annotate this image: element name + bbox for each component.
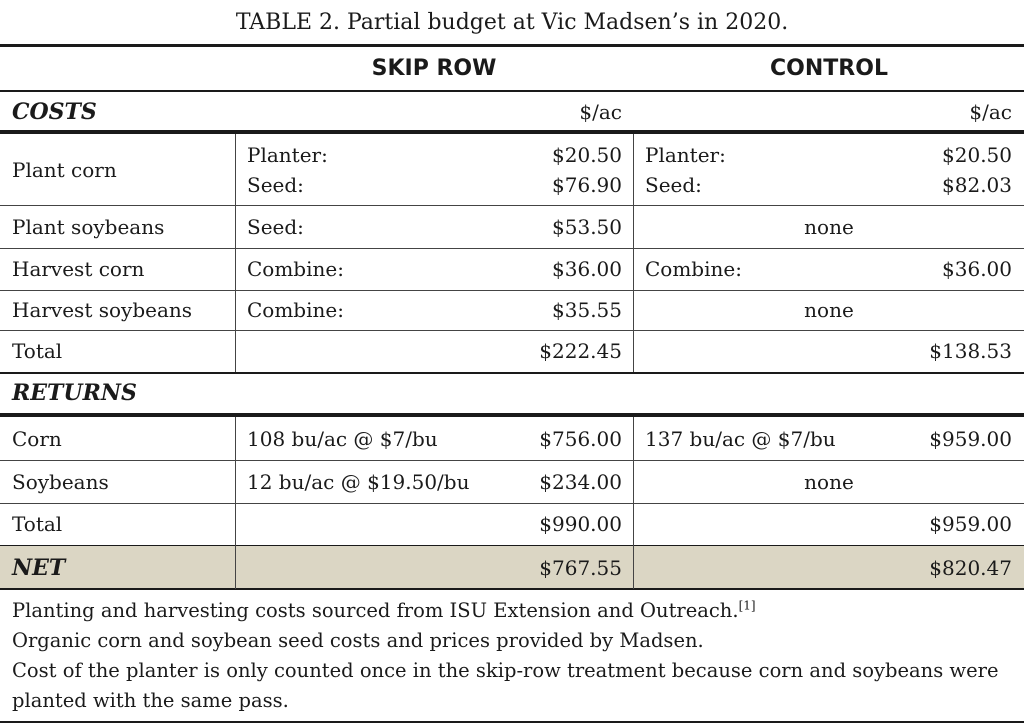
net-control-value: $820.47 (929, 556, 1012, 580)
costs-total-label: Total (12, 339, 63, 363)
skip-soy-seed-label: Seed: (247, 215, 304, 239)
title-rule (0, 44, 1024, 47)
costs-section-label: COSTS (12, 99, 97, 125)
note-ref: [1] (738, 598, 756, 613)
row-label-soybeans: Soybeans (12, 470, 109, 494)
col-divider (235, 134, 236, 372)
skip-harvest-corn-value: $36.00 (552, 257, 622, 281)
note-seed-costs: Organic corn and soybean seed costs and prices provided by Madsen. (12, 629, 704, 652)
skip-harvest-soy-label: Combine: (247, 298, 344, 322)
skip-row-header: SKIP ROW (371, 56, 497, 81)
costs-total-skip: $222.45 (539, 339, 622, 363)
returns-total-control: $959.00 (929, 512, 1012, 536)
control-header: CONTROL (770, 56, 888, 81)
skip-soy-desc: 12 bu/ac @ $19.50/bu (247, 470, 470, 494)
table-title: TABLE 2. Partial budget at Vic Madsen’s in 2020. (235, 10, 789, 35)
skip-seed-label: Seed: (247, 173, 304, 197)
col-divider (633, 134, 634, 372)
control-soy-none: none (804, 470, 854, 494)
costs-unit-skip: $/ac (579, 100, 622, 124)
returns-section-label: RETURNS (12, 380, 137, 406)
row-label-harvest-soybeans: Harvest soybeans (12, 298, 193, 322)
table-notes (12, 596, 1012, 716)
row-label-harvest-corn: Harvest corn (12, 257, 145, 281)
note-planter: Cost of the planter is only counted once in the skip-row treatment because corn and soybeans were planted with the same pass. (12, 659, 999, 712)
skip-harvest-corn-label: Combine: (247, 257, 344, 281)
control-seed-label: Seed: (645, 173, 702, 197)
skip-harvest-soy-value: $35.55 (552, 298, 622, 322)
costs-total-rule (0, 372, 1024, 374)
control-seed-value: $82.03 (942, 173, 1012, 197)
returns-rule (0, 413, 1024, 417)
returns-total-label: Total (12, 512, 63, 536)
col-divider (633, 417, 634, 589)
skip-planter-value: $20.50 (552, 143, 622, 167)
control-planter-label: Planter: (645, 143, 726, 167)
skip-soy-value: $234.00 (539, 470, 622, 494)
control-corn-desc: 137 bu/ac @ $7/bu (645, 427, 836, 451)
row-label-plant-soybeans: Plant soybeans (12, 215, 165, 239)
col-divider (235, 417, 236, 589)
costs-total-control: $138.53 (929, 339, 1012, 363)
skip-corn-desc: 108 bu/ac @ $7/bu (247, 427, 438, 451)
net-skip-value: $767.55 (539, 556, 622, 580)
note-sources (12, 596, 1012, 626)
skip-seed-value: $76.90 (552, 173, 622, 197)
net-label: NET (12, 555, 66, 581)
net-rule (0, 588, 1024, 590)
note-sources-text: Planting and harvesting costs sourced from ISU Extension and Outreach. (12, 599, 739, 622)
skip-planter-label: Planter: (247, 143, 328, 167)
row-label-corn: Corn (12, 427, 62, 451)
returns-total-skip: $990.00 (539, 512, 622, 536)
costs-unit-control: $/ac (969, 100, 1012, 124)
control-planter-value: $20.50 (942, 143, 1012, 167)
row-label-plant-corn: Plant corn (12, 158, 117, 182)
control-harvest-soy-none: none (804, 298, 854, 322)
header-rule (0, 90, 1024, 92)
control-harvest-corn-label: Combine: (645, 257, 742, 281)
control-soy-seed-none: none (804, 215, 854, 239)
skip-soy-seed-value: $53.50 (552, 215, 622, 239)
bottom-rule (0, 721, 1024, 723)
skip-corn-value: $756.00 (539, 427, 622, 451)
control-harvest-corn-value: $36.00 (942, 257, 1012, 281)
costs-rule (0, 130, 1024, 134)
control-corn-value: $959.00 (929, 427, 1012, 451)
